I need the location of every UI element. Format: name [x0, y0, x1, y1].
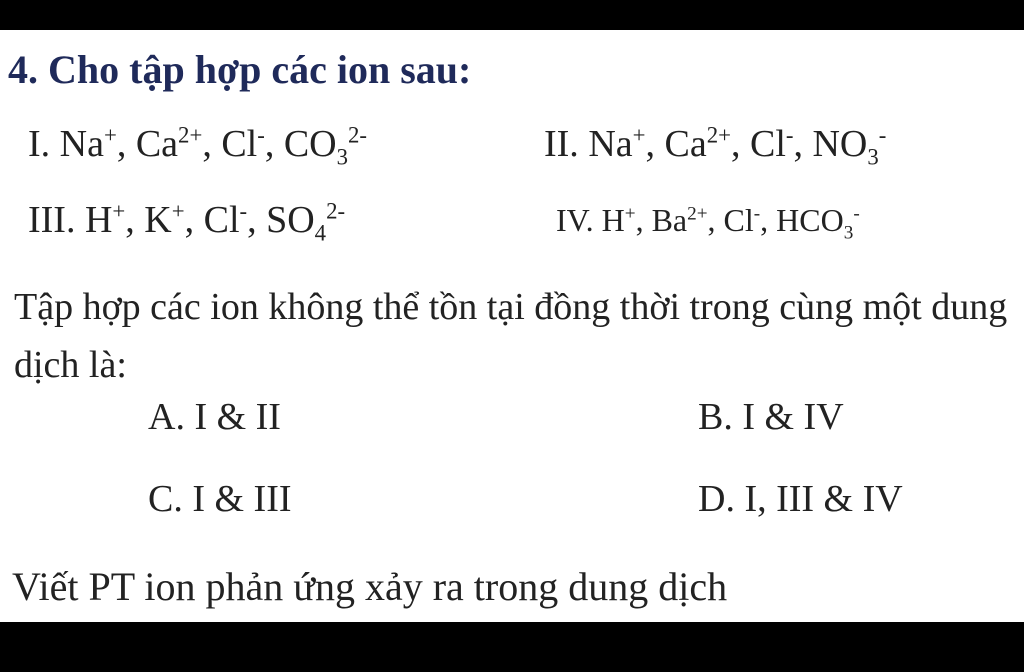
top-black-bar: [0, 0, 1024, 30]
ion-set-label: III.: [28, 199, 85, 241]
ion-set-label: I.: [28, 123, 60, 165]
ion-set-4: IV. H+, $Ba^{2+}$, Cl-, $HCO_3^-$: [556, 202, 860, 244]
ion-formula: $Ba^{2+}$: [651, 202, 708, 238]
instruction-footer: Viết PT ion phản ứng xảy ra trong dung dịch: [12, 564, 728, 609]
option-b[interactable]: B. I & IV: [698, 396, 844, 438]
ion-formula: $HCO_3^-$: [776, 202, 860, 244]
ion-formula: $SO_4^{2-}$: [266, 198, 346, 246]
ion-formula: $NO_3^-$: [812, 122, 887, 170]
ion-formula: Cl-: [203, 198, 248, 241]
ion-set-label: IV.: [556, 202, 602, 238]
ion-formula: $CO_3^{2-}$: [283, 122, 368, 170]
ion-formula: Cl-: [749, 122, 794, 165]
ion-formula: Na+: [59, 122, 117, 165]
ion-formula: Cl-: [221, 122, 265, 165]
ion-set-3: III. H+, K+, Cl-, $SO_4^{2-}$: [28, 198, 346, 246]
question-prompt: Tập hợp các ion không thể tồn tại đồng thời trong cùng một dung dịch là:: [14, 286, 1008, 386]
ion-formula: K+: [144, 198, 185, 241]
slide-content: [0, 30, 1024, 622]
option-c[interactable]: C. I & III: [148, 478, 292, 520]
ion-set-label: II.: [544, 123, 589, 165]
ion-formula: H+: [601, 202, 636, 238]
ion-formula: Na+: [588, 122, 646, 165]
ion-formula: Cl-: [723, 202, 761, 238]
ion-set-1: I. Na+, $Ca^{2+}$, Cl-, $CO_3^{2-}$: [28, 122, 368, 170]
bottom-black-bar: [0, 622, 1024, 672]
ion-set-2: II. Na+, $Ca^{2+}$, Cl-, $NO_3^-$: [544, 122, 887, 170]
question-title: 4. Cho tập hợp các ion sau:: [8, 47, 472, 92]
option-a[interactable]: A. I & II: [148, 396, 281, 438]
option-d[interactable]: D. I, III & IV: [698, 478, 903, 520]
ion-formula: H+: [84, 198, 126, 241]
ion-formula: $Ca^{2+}$: [664, 122, 731, 165]
ion-formula: $Ca^{2+}$: [135, 122, 203, 165]
